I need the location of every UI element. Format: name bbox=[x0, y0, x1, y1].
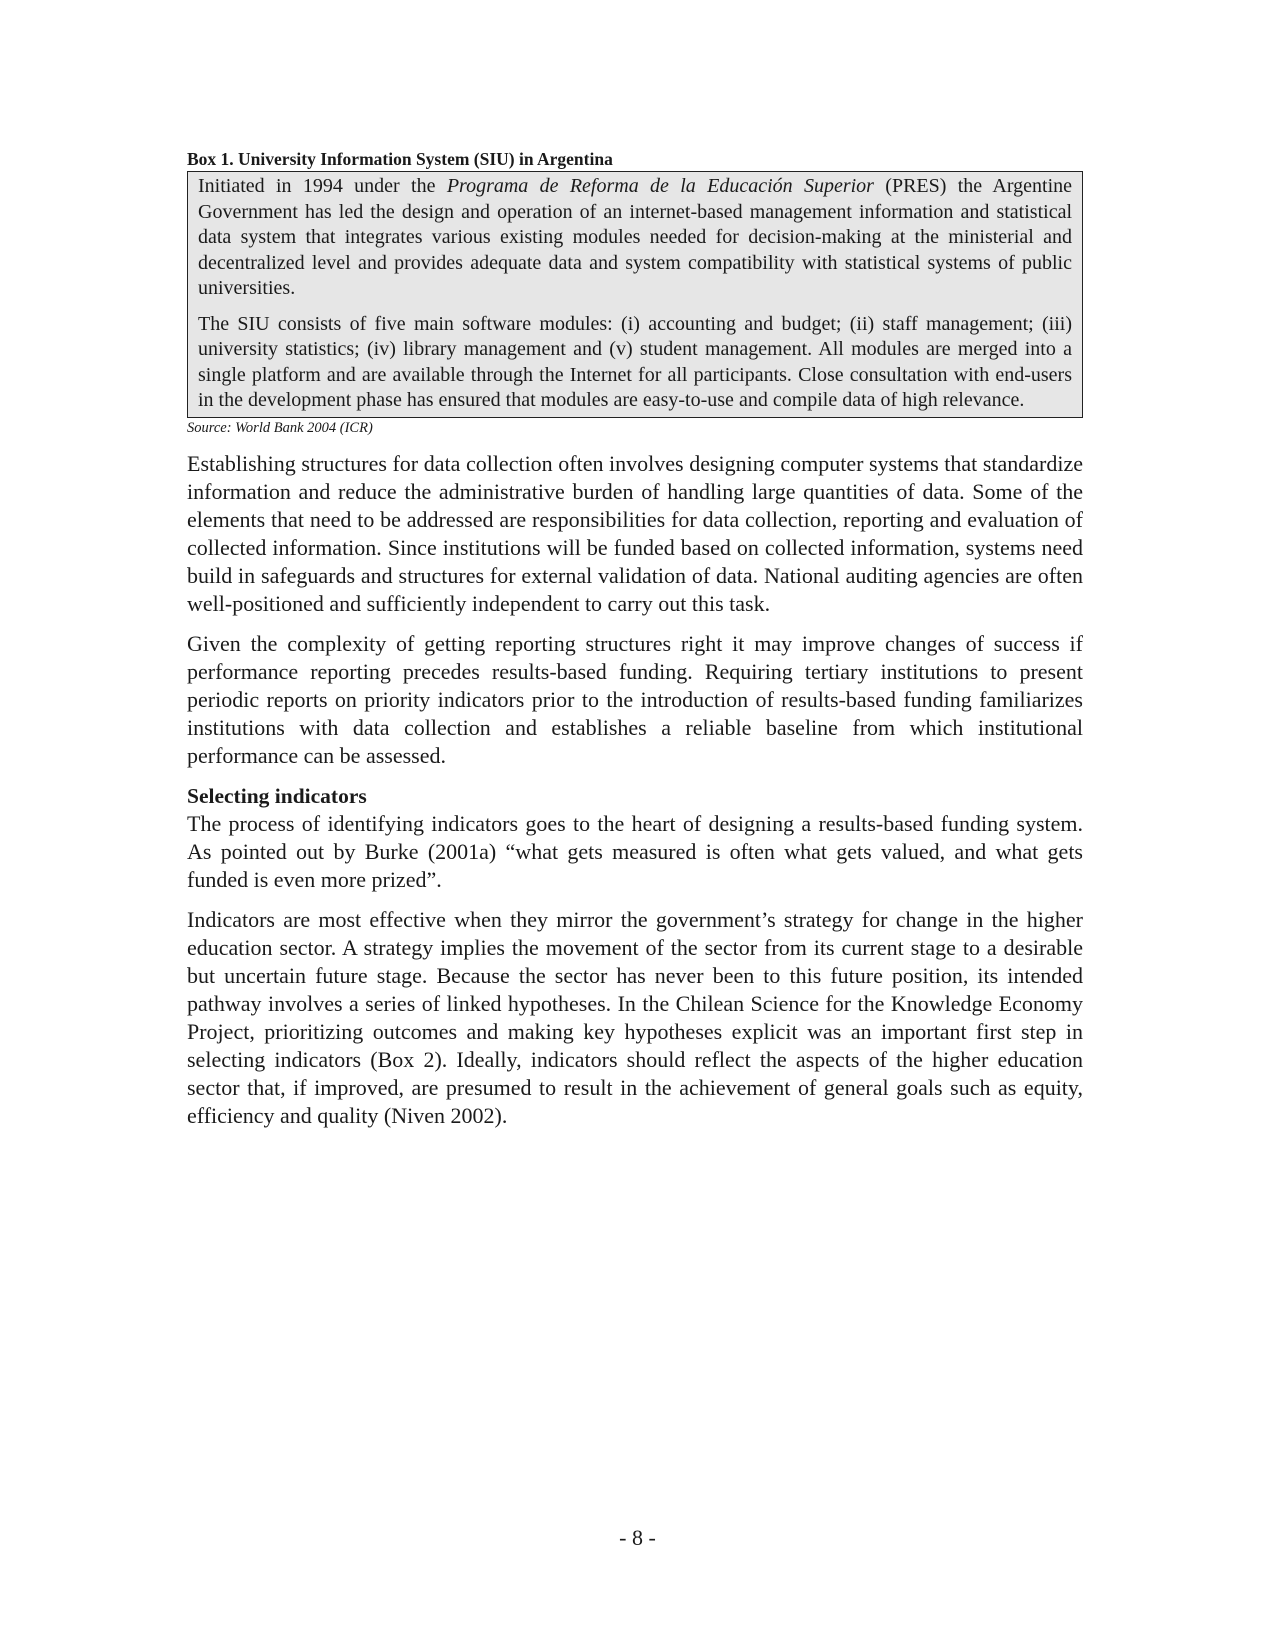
info-box bbox=[187, 171, 1083, 418]
box-source: Source: World Bank 2004 (ICR) bbox=[187, 419, 373, 436]
box-paragraph-1-lead: Initiated in 1994 under the bbox=[198, 175, 447, 197]
program-name: Programa de Reforma de la Educación Superior bbox=[446, 175, 874, 197]
box-paragraph-1 bbox=[198, 174, 1072, 302]
body-paragraph-4: Indicators are most effective when they mirror the government’s strategy for change in the higher education sector. A strategy implies the movement of the sector from its current stage to a desirable but uncertain future stage. Because the sector has never been to this future position, its intended pathway involves a series of linked hypotheses. In the Chilean Science for the Knowledge Economy Project, prioritizing outcomes and making key hypotheses explicit was an important first step in selecting indicators (Box 2). Ideally, indicators should reflect the aspects of the higher education sector that, if improved, are presumed to result in the achievement of general goals such as equity, efficiency and quality (Niven 2002). bbox=[187, 906, 1083, 1128]
box-title: Box 1. University Information System (SIU) in Argentina bbox=[187, 149, 613, 169]
body-paragraph-2: Given the complexity of getting reporting structures right it may improve changes of success if performance reporting precedes results-based funding. Requiring tertiary institutions to present periodic reports on priority indicators prior to the introduction of results-based funding familiarizes institutions with data collection and establishes a reliable baseline from which institutional performance can be assessed. bbox=[187, 630, 1083, 768]
body-paragraph-1: Establishing structures for data collection often involves designing computer systems that standardize information and reduce the administrative burden of handling large quantities of data. Some of the elements that need to be addressed are responsibilities for data collection, reporting and evaluation of collected information. Since institutions will be funded based on collected information, systems need build in safeguards and structures for external validation of data. National auditing agencies are often well-positioned and sufficiently independent to carry out this task. bbox=[187, 450, 1083, 616]
section-heading: Selecting indicators bbox=[187, 783, 367, 808]
box-paragraph-2: The SIU consists of five main software modules: (i) accounting and budget; (ii) staff management; (iii) university statistics; (iv) library management and (v) student management. All modules are merged into a single platform and are available through the Internet for all participants. Close consultation with end-users in the development phase has ensured that modules are easy-to-use and compile data of high relevance. bbox=[198, 312, 1072, 411]
body-paragraph-3: The process of identifying indicators goes to the heart of designing a results-based funding system. As pointed out by Burke (2001a) “what gets measured is often what gets valued, and what gets funded is even more prized”. bbox=[187, 810, 1083, 892]
document-page bbox=[187, 148, 1083, 1130]
page-number: - 8 - bbox=[619, 1525, 656, 1550]
box-paragraph-1-rest: (PRES) the Argentine Government has led the design and operation of an internet-based management information and statistical data system that integrates various existing modules needed for decision-making at the ministerial and decentralized level and provides adequate data and system compatibility with statistical systems of public universities. bbox=[198, 175, 1073, 299]
